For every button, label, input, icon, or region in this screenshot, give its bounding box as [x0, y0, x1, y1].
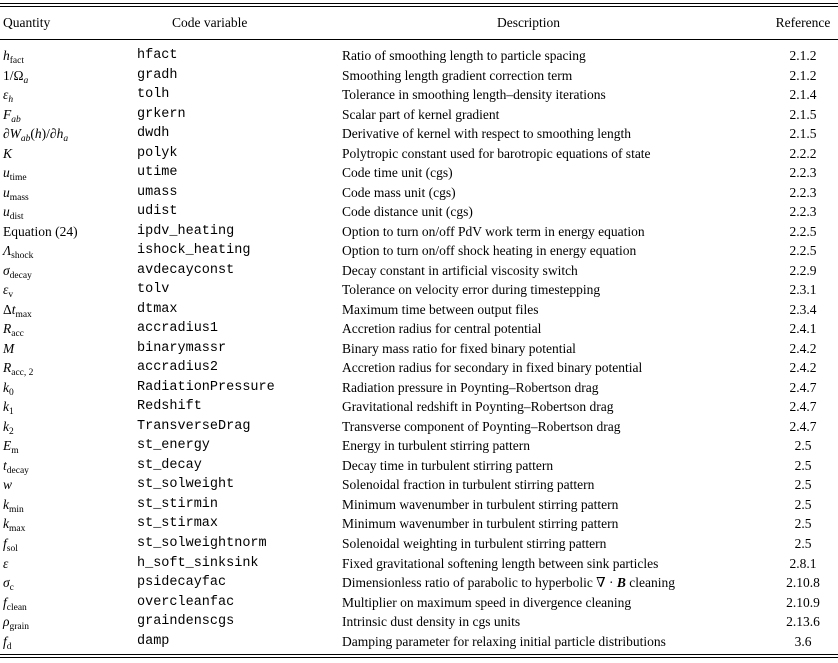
table-row	[0, 202, 838, 222]
cell-code-variable: st_stirmax	[137, 516, 219, 532]
cell-description: Derivative of kernel with respect to smoothing length	[342, 126, 632, 142]
table-row	[0, 358, 838, 378]
cell-quantity: $k_1$	[3, 399, 14, 418]
cell-quantity: $t_{decay}$	[3, 457, 29, 476]
table-row	[0, 280, 838, 300]
cell-description: Decay constant in artificial viscosity switch	[342, 262, 578, 278]
cell-quantity: M	[3, 340, 15, 356]
cell-code-variable: overcleanfac	[137, 594, 235, 610]
table-row	[0, 593, 838, 613]
table-row	[0, 46, 838, 66]
cell-quantity: $\sigma_{decay}$	[3, 262, 32, 281]
cell-quantity: $f_d$	[3, 633, 12, 652]
cell-description: Multiplier on maximum speed in divergence cleaning	[342, 594, 632, 610]
cell-quantity: $1/\Omega_a$	[3, 67, 29, 86]
cell-code-variable: umass	[137, 184, 178, 200]
cell-reference: 2.3.1	[789, 282, 817, 298]
table-row	[0, 339, 838, 359]
table-row	[0, 397, 838, 417]
cell-description: Tolerance in smoothing length–density iterations	[342, 87, 606, 103]
table-row	[0, 241, 838, 261]
cell-quantity: $\Delta t_{max}$	[3, 301, 32, 320]
cell-reference: 2.4.2	[789, 340, 817, 356]
cell-description: Fixed gravitational softening length between sink particles	[342, 555, 659, 571]
cell-quantity: $u_{time}$	[3, 165, 27, 184]
cell-code-variable: accradius1	[137, 321, 219, 337]
cell-reference: 2.4.7	[789, 379, 817, 395]
cell-code-variable: st_solweight	[137, 477, 235, 493]
cell-code-variable: binarymassr	[137, 340, 227, 356]
cell-reference: 2.4.7	[789, 418, 817, 434]
cell-description: Solenoidal weighting in turbulent stirring pattern	[342, 536, 607, 551]
cell-code-variable: st_solweightnorm	[137, 536, 267, 551]
cell-description: Transverse component of Poynting–Robertson drag	[342, 418, 621, 434]
table-row	[0, 319, 838, 339]
cell-description: Tolerance on velocity error during timestepping	[342, 282, 601, 298]
table-row	[0, 300, 838, 320]
cell-reference: 2.4.2	[789, 360, 817, 376]
cell-description: Ratio of smoothing length to particle spacing	[342, 48, 586, 63]
bottom-rule-2	[0, 657, 838, 658]
cell-quantity: K	[3, 145, 13, 161]
table-row	[0, 554, 838, 574]
cell-description: Binary mass ratio for fixed binary potential	[342, 340, 576, 356]
cell-description: Minimum wavenumber in turbulent stirring pattern	[342, 496, 619, 512]
table-row	[0, 183, 838, 203]
cell-reference: 2.5	[794, 496, 812, 512]
cell-code-variable: tolv	[137, 282, 170, 298]
table-row	[0, 222, 838, 242]
cell-code-variable: ishock_heating	[137, 243, 251, 259]
cell-reference: 2.2.3	[789, 165, 817, 181]
cell-quantity: $f_{clean}$	[3, 594, 27, 613]
cell-code-variable: graindenscgs	[137, 614, 235, 630]
cell-description: Dimensionless ratio of parabolic to hyperbolic ∇ · B cleaning	[342, 575, 675, 591]
header-rule	[0, 39, 838, 40]
bottom-rule-1	[0, 654, 838, 655]
cell-reference: 2.1.5	[789, 126, 817, 142]
cell-quantity: $u_{dist}$	[3, 204, 24, 223]
cell-quantity: $\varepsilon_v$	[3, 282, 14, 301]
cell-quantity: $\varepsilon_h$	[3, 87, 14, 106]
cell-quantity: $k_0$	[3, 379, 14, 398]
table-header	[0, 14, 838, 32]
cell-quantity: $k_{max}$	[3, 516, 26, 535]
cell-description: Scalar part of kernel gradient	[342, 106, 500, 122]
table-row	[0, 261, 838, 281]
header-code-variable: Code variable	[172, 15, 248, 30]
table-row	[0, 124, 838, 144]
cell-reference: 2.1.2	[789, 67, 817, 83]
cell-description: Option to turn on/off shock heating in energy equation	[342, 243, 637, 259]
cell-reference: 2.5	[794, 536, 812, 551]
cell-quantity: $u_{mass}$	[3, 184, 29, 203]
cell-description: Solenoidal fraction in turbulent stirring pattern	[342, 477, 595, 493]
top-rule-1	[0, 3, 838, 4]
table-row	[0, 612, 838, 632]
cell-code-variable: ipdv_heating	[137, 223, 235, 239]
table-row	[0, 475, 838, 495]
cell-code-variable: accradius2	[137, 360, 219, 376]
cell-quantity: $\sigma_c$	[3, 575, 14, 594]
cell-quantity: $\Lambda_{shock}$	[3, 243, 34, 262]
cell-reference: 2.10.9	[786, 594, 820, 610]
cell-code-variable: grkern	[137, 106, 186, 122]
cell-code-variable: udist	[137, 204, 178, 220]
cell-description: Accretion radius for secondary in fixed binary potential	[342, 360, 643, 376]
cell-description: Intrinsic dust density in cgs units	[342, 614, 521, 630]
cell-description: Accretion radius for central potential	[342, 321, 542, 337]
cell-reference: 2.10.8	[786, 575, 820, 591]
cell-description: Option to turn on/off PdV work term in energy equation	[342, 223, 645, 239]
cell-reference: 2.5	[794, 477, 812, 493]
cell-quantity: w	[3, 477, 13, 493]
cell-reference: 2.2.3	[789, 204, 817, 220]
cell-reference: 2.2.5	[789, 243, 817, 259]
header-reference: Reference	[775, 15, 831, 30]
cell-code-variable: psidecayfac	[137, 575, 227, 591]
header-quantity: Quantity	[3, 15, 51, 30]
cell-reference: 2.1.5	[789, 106, 817, 122]
cell-reference: 2.13.6	[786, 614, 820, 630]
table-row	[0, 66, 838, 86]
cell-code-variable: RadiationPressure	[137, 379, 275, 395]
cell-code-variable: st_decay	[137, 457, 202, 473]
cell-reference: 2.2.2	[789, 145, 817, 161]
cell-description: Energy in turbulent stirring pattern	[342, 438, 530, 454]
cell-quantity: $h_{fact}$	[3, 48, 24, 66]
cell-code-variable: utime	[137, 165, 178, 181]
cell-quantity: $R_{acc, 2}$	[3, 360, 34, 379]
table-row	[0, 573, 838, 593]
cell-description: Polytropic constant used for barotropic equations of state	[342, 145, 651, 161]
cell-reference: 2.3.4	[789, 301, 817, 317]
cell-code-variable: TransverseDrag	[137, 418, 251, 434]
cell-description: Minimum wavenumber in turbulent stirring pattern	[342, 516, 619, 532]
table-row	[0, 378, 838, 398]
cell-description: Radiation pressure in Poynting–Robertson drag	[342, 379, 599, 395]
cell-quantity: $\rho_{grain}$	[3, 614, 30, 633]
table-row	[0, 144, 838, 164]
table-row	[0, 85, 838, 105]
table-row	[0, 417, 838, 437]
top-rule-2	[0, 6, 838, 7]
cell-code-variable: avdecayconst	[137, 262, 235, 278]
cell-quantity: $F_{ab}$	[3, 106, 21, 125]
cell-code-variable: damp	[137, 633, 170, 649]
table-row	[0, 534, 838, 554]
cell-quantity: $k_{min}$	[3, 496, 24, 515]
cell-reference: 2.2.5	[789, 223, 817, 239]
cell-reference: 2.4.1	[789, 321, 817, 337]
cell-description: Gravitational redshift in Poynting–Robertson drag	[342, 399, 614, 415]
cell-code-variable: st_stirmin	[137, 496, 219, 512]
cell-quantity: $k_2$	[3, 418, 14, 437]
cell-code-variable: Redshift	[137, 399, 202, 415]
cell-reference: 2.1.4	[789, 87, 817, 103]
cell-reference: 2.4.7	[789, 399, 817, 415]
cell-code-variable: h_soft_sinksink	[137, 555, 259, 571]
table-row	[0, 632, 838, 652]
cell-description: Smoothing length gradient correction term	[342, 67, 573, 83]
cell-quantity: ε	[3, 555, 9, 571]
table-row	[0, 456, 838, 476]
cell-description: Damping parameter for relaxing initial particle distributions	[342, 633, 666, 649]
cell-code-variable: dtmax	[137, 301, 178, 317]
cell-code-variable: dwdh	[137, 126, 170, 142]
cell-quantity: $f_{sol}$	[3, 536, 18, 554]
cell-reference: 2.2.9	[789, 262, 817, 278]
table-row	[0, 436, 838, 456]
cell-code-variable: st_energy	[137, 438, 210, 454]
cell-description: Decay time in turbulent stirring pattern	[342, 457, 554, 473]
cell-reference: 2.2.3	[789, 184, 817, 200]
cell-reference: 3.6	[794, 633, 812, 649]
table-row	[0, 163, 838, 183]
cell-quantity: $E_m$	[3, 438, 19, 457]
cell-quantity: $R_{acc}$	[3, 321, 24, 340]
cell-reference: 2.5	[794, 516, 812, 532]
cell-quantity: $\partial W_{ab}(h)/\partial h_a$	[3, 126, 69, 145]
table-row	[0, 105, 838, 125]
header-description: Description	[497, 15, 560, 30]
table-row	[0, 495, 838, 515]
cell-description: Maximum time between output files	[342, 301, 539, 317]
cell-code-variable: polyk	[137, 145, 178, 161]
cell-reference: 2.5	[794, 457, 812, 473]
cell-reference: 2.1.2	[789, 48, 817, 63]
cell-code-variable: hfact	[137, 48, 178, 63]
cell-description: Code time unit (cgs)	[342, 165, 453, 181]
cell-quantity: Equation (24)	[3, 223, 78, 239]
cell-code-variable: gradh	[137, 67, 178, 83]
cell-description: Code mass unit (cgs)	[342, 184, 456, 200]
cell-reference: 2.8.1	[789, 555, 817, 571]
table-row	[0, 514, 838, 534]
cell-description: Code distance unit (cgs)	[342, 204, 473, 220]
cell-reference: 2.5	[794, 438, 812, 454]
cell-code-variable: tolh	[137, 87, 170, 103]
